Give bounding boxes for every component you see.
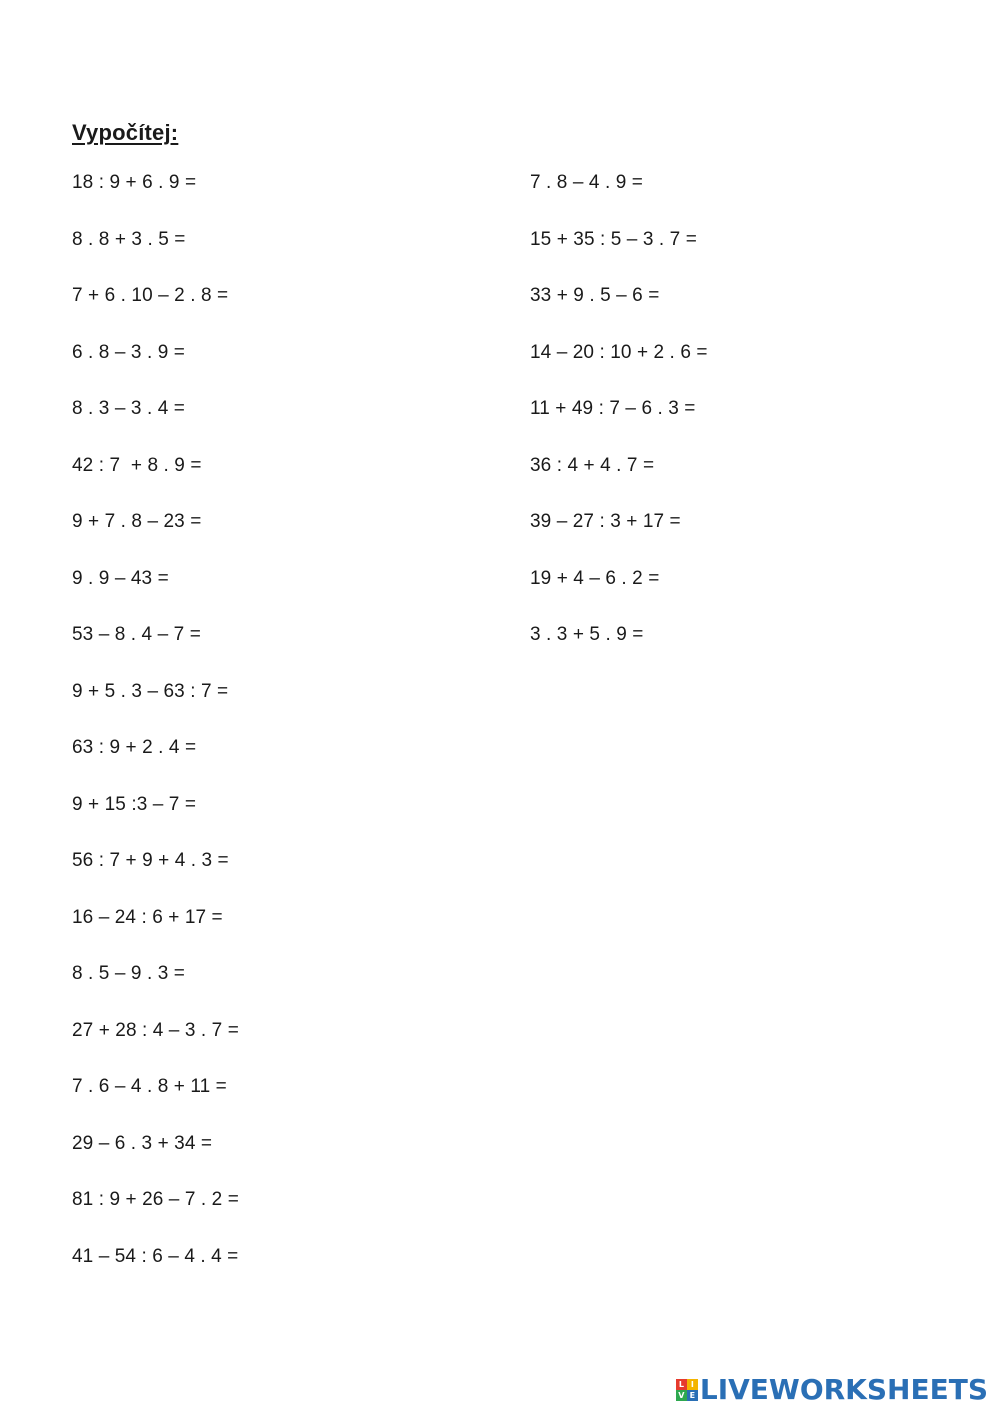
exercise-item: 8 . 5 – 9 . 3 = [72,963,185,984]
exercise-item: 63 : 9 + 2 . 4 = [72,737,197,758]
exercise-item: 9 + 5 . 3 – 63 : 7 = [72,680,229,702]
exercise-item: 7 . 6 – 4 . 8 + 11 = [72,1076,227,1097]
exercise-item: 9 . 9 – 43 = [72,567,169,589]
exercise-column-right [530,167,708,676]
logo-tile: V [676,1390,687,1401]
exercise-item: 16 – 24 : 6 + 17 = [72,906,223,928]
exercise-column-left [72,167,239,1297]
logo-tile: L [676,1379,687,1390]
exercise-item: 19 + 4 – 6 . 2 = [530,567,660,589]
exercise-item: 18 : 9 + 6 . 9 = [72,172,197,193]
liveworksheets-logo-text: LIVEWORKSHEETS [699,1373,988,1406]
exercise-item: 8 . 8 + 3 . 5 = [72,228,186,250]
exercise-item: 8 . 3 – 3 . 4 = [72,398,185,419]
exercise-item: 3 . 3 + 5 . 9 = [530,624,644,645]
exercise-item: 27 + 28 : 4 – 3 . 7 = [72,1019,239,1041]
exercise-item: 6 . 8 – 3 . 9 = [72,341,185,363]
exercise-item: 7 + 6 . 10 – 2 . 8 = [72,285,229,306]
exercise-item: 33 + 9 . 5 – 6 = [530,285,660,306]
exercise-item: 36 : 4 + 4 . 7 = [530,454,655,476]
exercise-item: 15 + 35 : 5 – 3 . 7 = [530,228,697,250]
exercise-item: 81 : 9 + 26 – 7 . 2 = [72,1189,239,1210]
logo-tile: E [687,1390,698,1401]
exercise-item: 14 – 20 : 10 + 2 . 6 = [530,341,708,363]
liveworksheets-logo [676,1372,988,1408]
worksheet-title: Vypočítej: [72,120,179,145]
exercise-item: 53 – 8 . 4 – 7 = [72,624,201,645]
liveworksheets-logo-icon [676,1379,698,1401]
logo-tile: I [687,1379,698,1390]
exercise-item: 42 : 7 + 8 . 9 = [72,454,202,476]
exercise-item: 11 + 49 : 7 – 6 . 3 = [530,398,696,419]
exercise-item: 9 + 15 :3 – 7 = [72,793,197,815]
exercise-item: 41 – 54 : 6 – 4 . 4 = [72,1245,239,1267]
exercise-item: 29 – 6 . 3 + 34 = [72,1132,213,1154]
exercise-item: 39 – 27 : 3 + 17 = [530,511,681,532]
exercise-item: 7 . 8 – 4 . 9 = [530,172,643,193]
exercise-item: 56 : 7 + 9 + 4 . 3 = [72,850,229,871]
exercise-item: 9 + 7 . 8 – 23 = [72,511,202,532]
